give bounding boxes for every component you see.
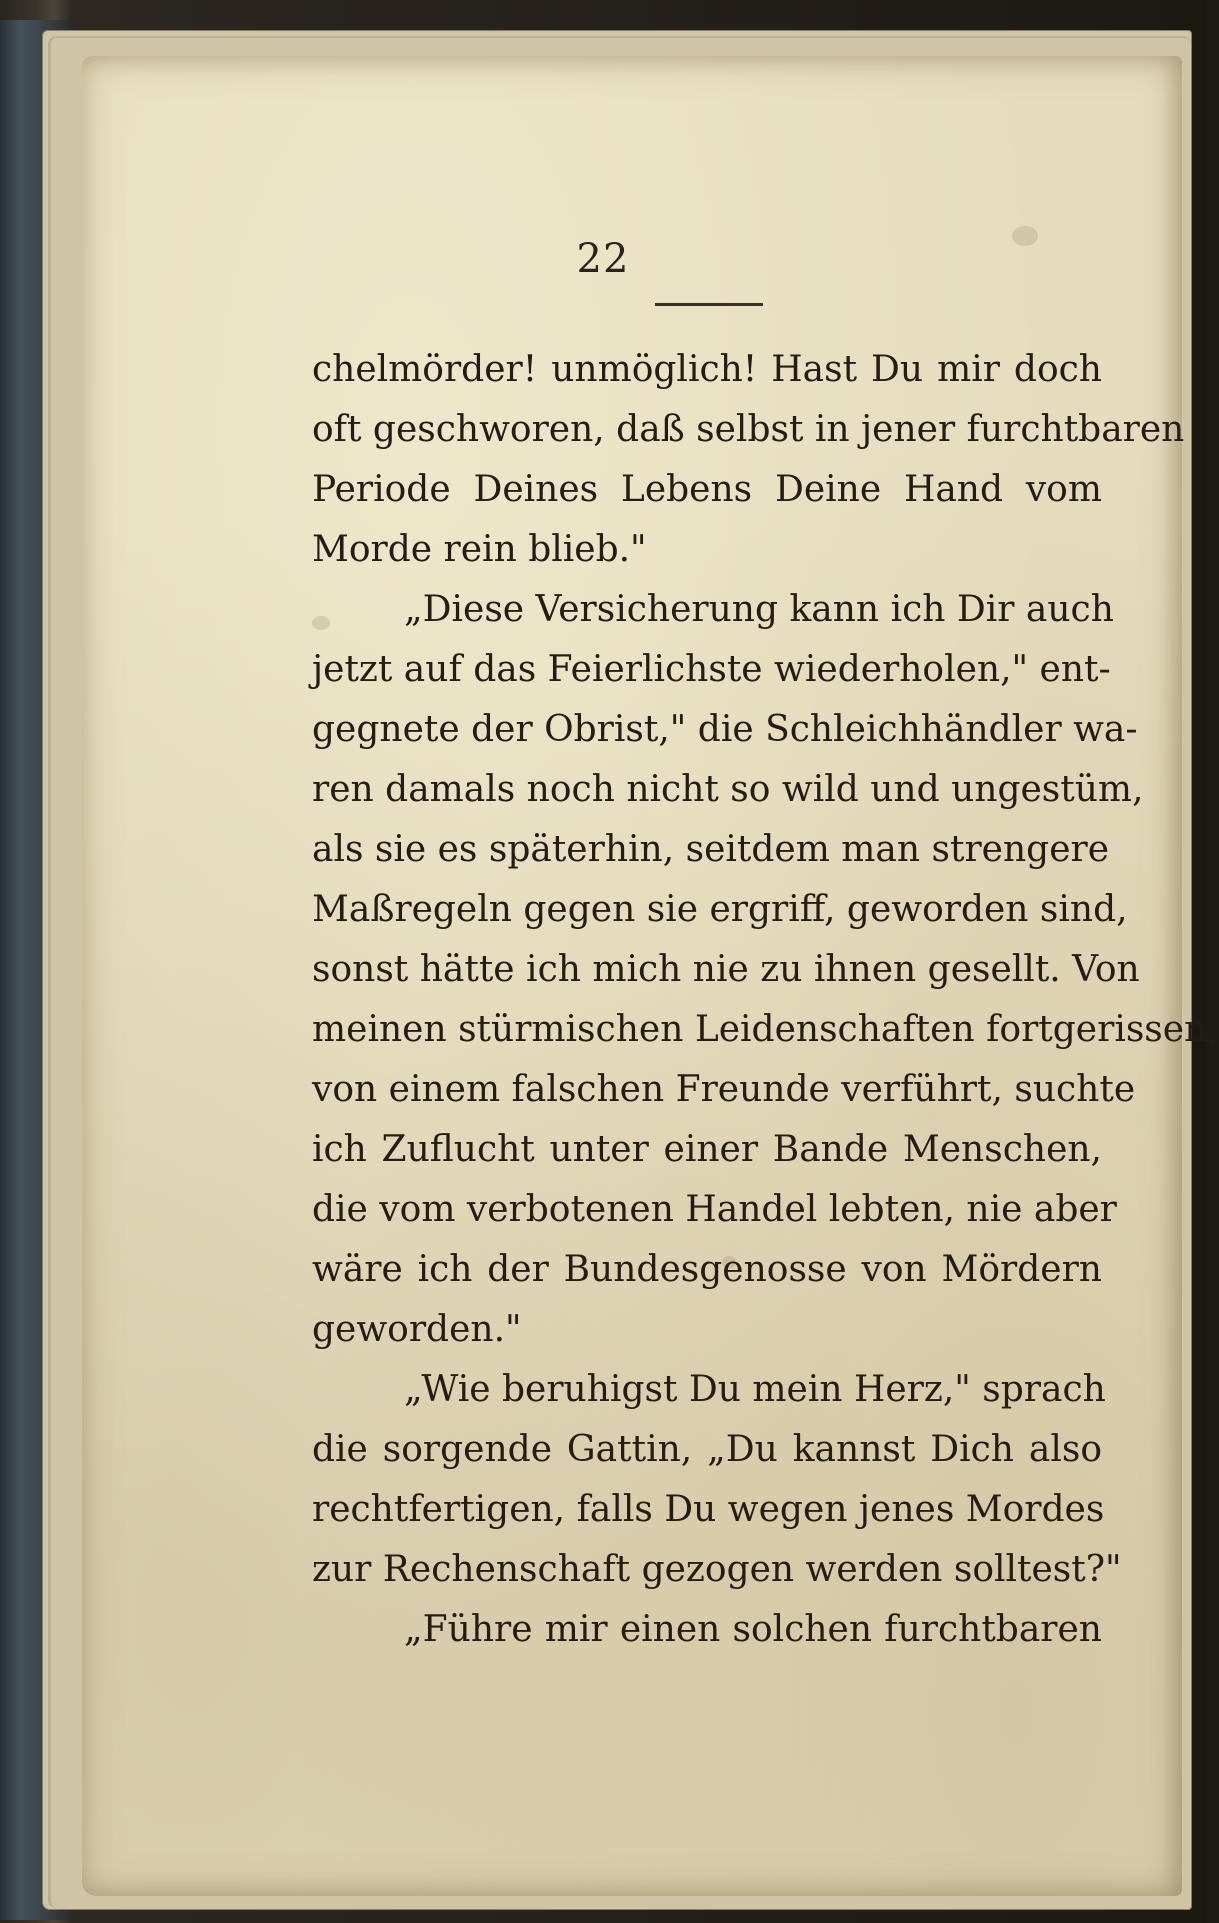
page-number: 22	[576, 236, 630, 282]
text-line: ich Zuflucht unter einer Bande Menschen,	[312, 1129, 1102, 1170]
text-line: ren damals noch nicht so wild und ungestüm,	[312, 769, 1144, 810]
text-line: Morde rein blieb."	[312, 529, 647, 570]
text-line: „Wie beruhigst Du mein Herz," sprach	[404, 1369, 1106, 1410]
text-line: meinen stürmischen Leidenschaften fortgerissen,	[312, 1009, 1219, 1050]
text-line: als sie es späterhin, seitdem man strengere	[312, 829, 1110, 870]
text-line: „Führe mir einen solchen furchtbaren	[404, 1609, 1102, 1650]
page-number-rule	[655, 303, 763, 306]
text-line: die vom verbotenen Handel lebten, nie aber	[312, 1189, 1117, 1230]
text-line: jetzt auf das Feierlichste wiederholen," ent-	[312, 649, 1111, 690]
text-line: sonst hätte ich mich nie zu ihnen gesellt. Von	[312, 949, 1140, 990]
text-line: von einem falschen Freunde verführt, suchte	[312, 1069, 1136, 1110]
text-line: „Diese Versicherung kann ich Dir auch	[404, 589, 1114, 630]
text-line: die sorgende Gattin, „Du kannst Dich also	[312, 1429, 1102, 1470]
text-line: chelmörder! unmöglich! Hast Du mir doch	[312, 349, 1102, 390]
body-text	[312, 340, 1219, 1660]
text-line: wäre ich der Bundesgenosse von Mördern	[312, 1249, 1102, 1290]
text-line: Maßregeln gegen sie ergriff, geworden sind,	[312, 889, 1128, 930]
text-line: gegnete der Obrist," die Schleichhändler wa-	[312, 709, 1138, 750]
text-line: zur Rechenschaft gezogen werden solltest?"	[312, 1549, 1122, 1590]
text-line: oft geschworen, daß selbst in jener furchtbaren	[312, 409, 1185, 450]
text-line: rechtfertigen, falls Du wegen jenes Mordes	[312, 1489, 1105, 1530]
text-line: Periode Deines Lebens Deine Hand vom	[312, 469, 1102, 510]
text-line: geworden."	[312, 1309, 522, 1350]
